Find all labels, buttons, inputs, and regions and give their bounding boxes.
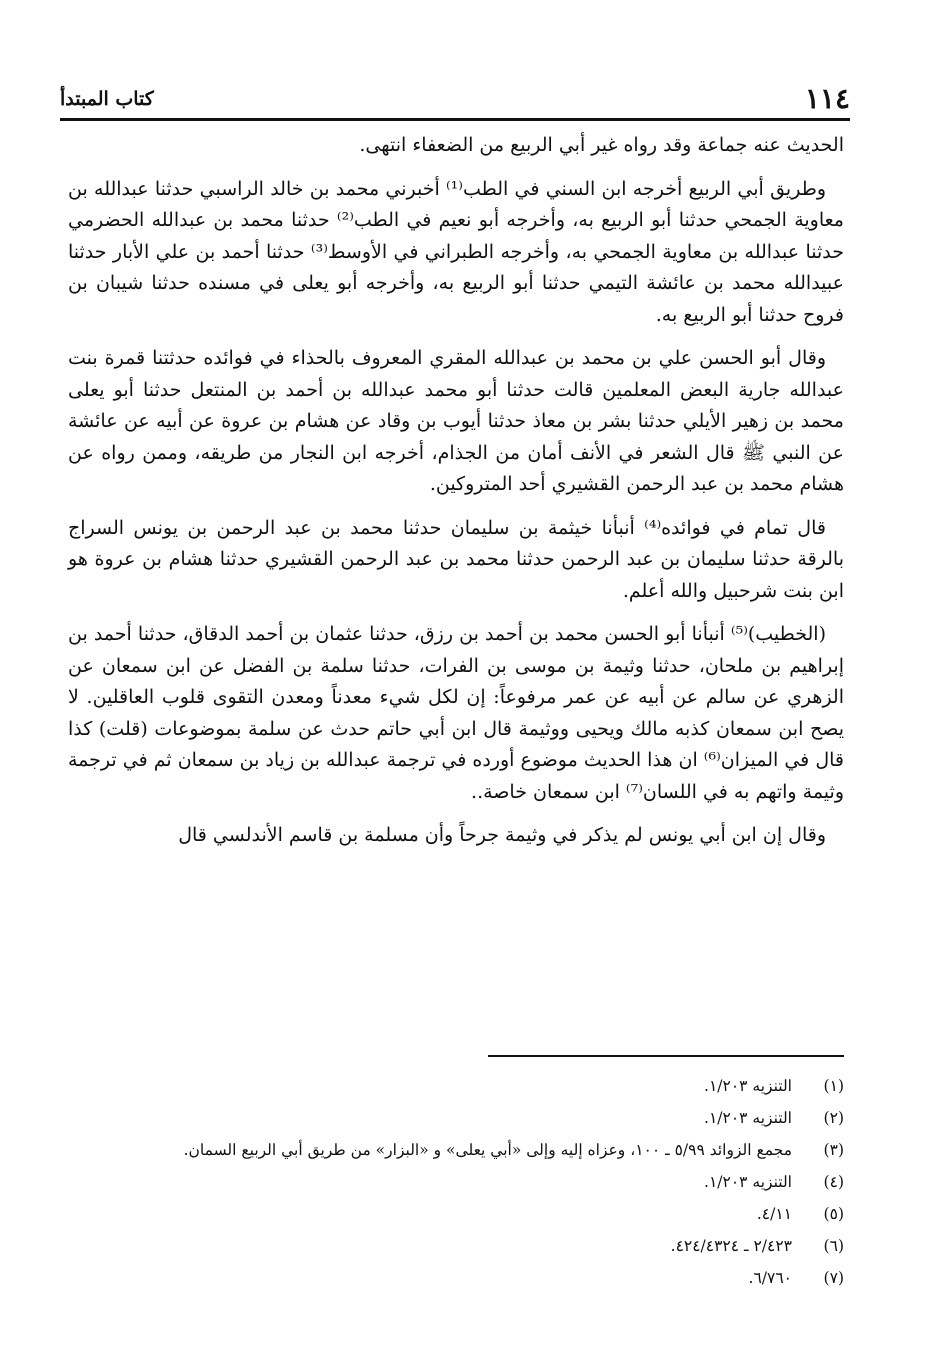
footnote-item (68, 1070, 844, 1102)
paragraph-5: (الخطيب)⁽⁵⁾ أنبأنا أبو الحسن محمد بن أحمد بن رزق، حدثنا عثمان بن أحمد الدقاق، حدثنا أحمد بن إبراهيم بن ملحان، حدثنا وثيمة بن موسى بن الفرات، حدثنا سلمة بن الفضل عن ابن سمعان عن الزهري عن سالم عن أبيه عن عمر مرفوعاً: إن لكل شيء معدناً ومعدن التقوى قلوب العاقلين. لا يصح ابن سمعان كذبه مالك ويحيى ووثيمة قال ابن أبي حاتم حدث عن سلمة بموضوعات (قلت) كذا قال في الميزان⁽⁶⁾ ان هذا الحديث موضوع أورده في ترجمة عبدالله بن زياد بن سمعان ثم في ترجمة وثيمة واتهم به في اللسان⁽⁷⁾ ابن سمعان خاصة.. (68, 623, 845, 803)
footnote-number: (١) (823, 1077, 844, 1095)
footnote-number: (٤) (823, 1173, 844, 1191)
footnote-number: (٦) (823, 1237, 844, 1255)
paragraph-3: وقال أبو الحسن علي بن محمد بن عبدالله المقري المعروف بالحذاء في فوائده حدثتنا قمرة بنت عبدالله جارية البعض المعلمين قالت حدثنا أبو محمد عبدالله بن أحمد بن المنتعل حدثنا أبو يعلى محمد بن زهير الأيلي حدثنا بشر بن معاذ حدثنا أيوب بن وقاد عن هشام بن عروة عن أبيه عن عائشة عن النبي ﷺ قال الشعر في الأنف أمان من الجذام، أخرجه ابن النجار من طريقه، وممن رواه عن هشام محمد بن عبد الرحمن القشيري أحد المتروكين. (68, 347, 844, 495)
footnote-item (68, 1230, 844, 1262)
footnote-text: ٤/١١. (756, 1205, 792, 1223)
paragraph-1: الحديث عنه جماعة وقد رواه غير أبي الربيع من الضعفاء انتهى. (359, 134, 844, 156)
footnote-text: التنزيه ١/٢٠٣. (704, 1077, 792, 1095)
running-title: كتاب المبتدأ (60, 88, 154, 110)
footnote-item (68, 1262, 844, 1294)
footnote-item (68, 1134, 844, 1166)
page-number: ١١٤ (804, 82, 850, 115)
footnote-text: التنزيه ١/٢٠٣. (704, 1109, 792, 1127)
footnote-text: ٦/٧٦٠. (748, 1269, 792, 1287)
footnote-text: التنزيه ١/٢٠٣. (704, 1173, 792, 1191)
footnotes (68, 1070, 844, 1294)
footnote-text: ٢/٤٢٣ ـ ٤٢٤/٤٣٢٤. (670, 1237, 792, 1255)
page-header (60, 80, 850, 118)
footnote-divider (488, 1055, 844, 1057)
header-divider (60, 118, 850, 121)
footnote-item (68, 1102, 844, 1134)
footnote-text: مجمع الزوائد ٥/٩٩ ـ ١٠٠، وعزاه إليه وإلى «أبي يعلى» و «البزار» من طريق أبي الربيع السمان. (183, 1141, 792, 1159)
footnote-item (68, 1166, 844, 1198)
footnote-number: (٥) (823, 1205, 844, 1223)
footnote-item (68, 1198, 844, 1230)
footnote-number: (٢) (823, 1109, 844, 1127)
paragraph-2: وطريق أبي الربيع أخرجه ابن السني في الطب⁽¹⁾ أخبرني محمد بن خالد الراسبي حدثنا عبدالله بن معاوية الجمحي حدثنا أبو الربيع به، وأخرجه أبو نعيم في الطب⁽²⁾ حدثنا محمد بن عبدالله الحضرمي حدثنا عبدالله بن معاوية الجمحي به، وأخرجه الطبراني في الأوسط⁽³⁾ حدثنا أحمد بن علي الأبار حدثنا عبيدالله محمد بن عائشة التيمي حدثنا أبو الربيع به، وأخرجه أبو يعلى في مسنده حدثنا شيبان بن فروح حدثنا أبو الربيع به. (68, 177, 845, 326)
footnote-number: (٣) (823, 1141, 844, 1159)
paragraph-4: قال تمام في فوائده⁽⁴⁾ أنبأنا خيثمة بن سليمان حدثنا محمد بن عبد الرحمن بن يونس السراج بالرقة حدثنا سليمان بن عبد الرحمن حدثنا محمد بن عبد الرحمن القشيري حدثنا هشام بن عروة هو ابن بنت شرحبيل والله أعلم. (68, 516, 844, 602)
main-text (68, 130, 844, 864)
footnote-number: (٧) (823, 1269, 844, 1287)
paragraph-6: وقال إن ابن أبي يونس لم يذكر في وثيمة جرحاً وأن مسلمة بن قاسم الأندلسي قال (178, 824, 826, 846)
